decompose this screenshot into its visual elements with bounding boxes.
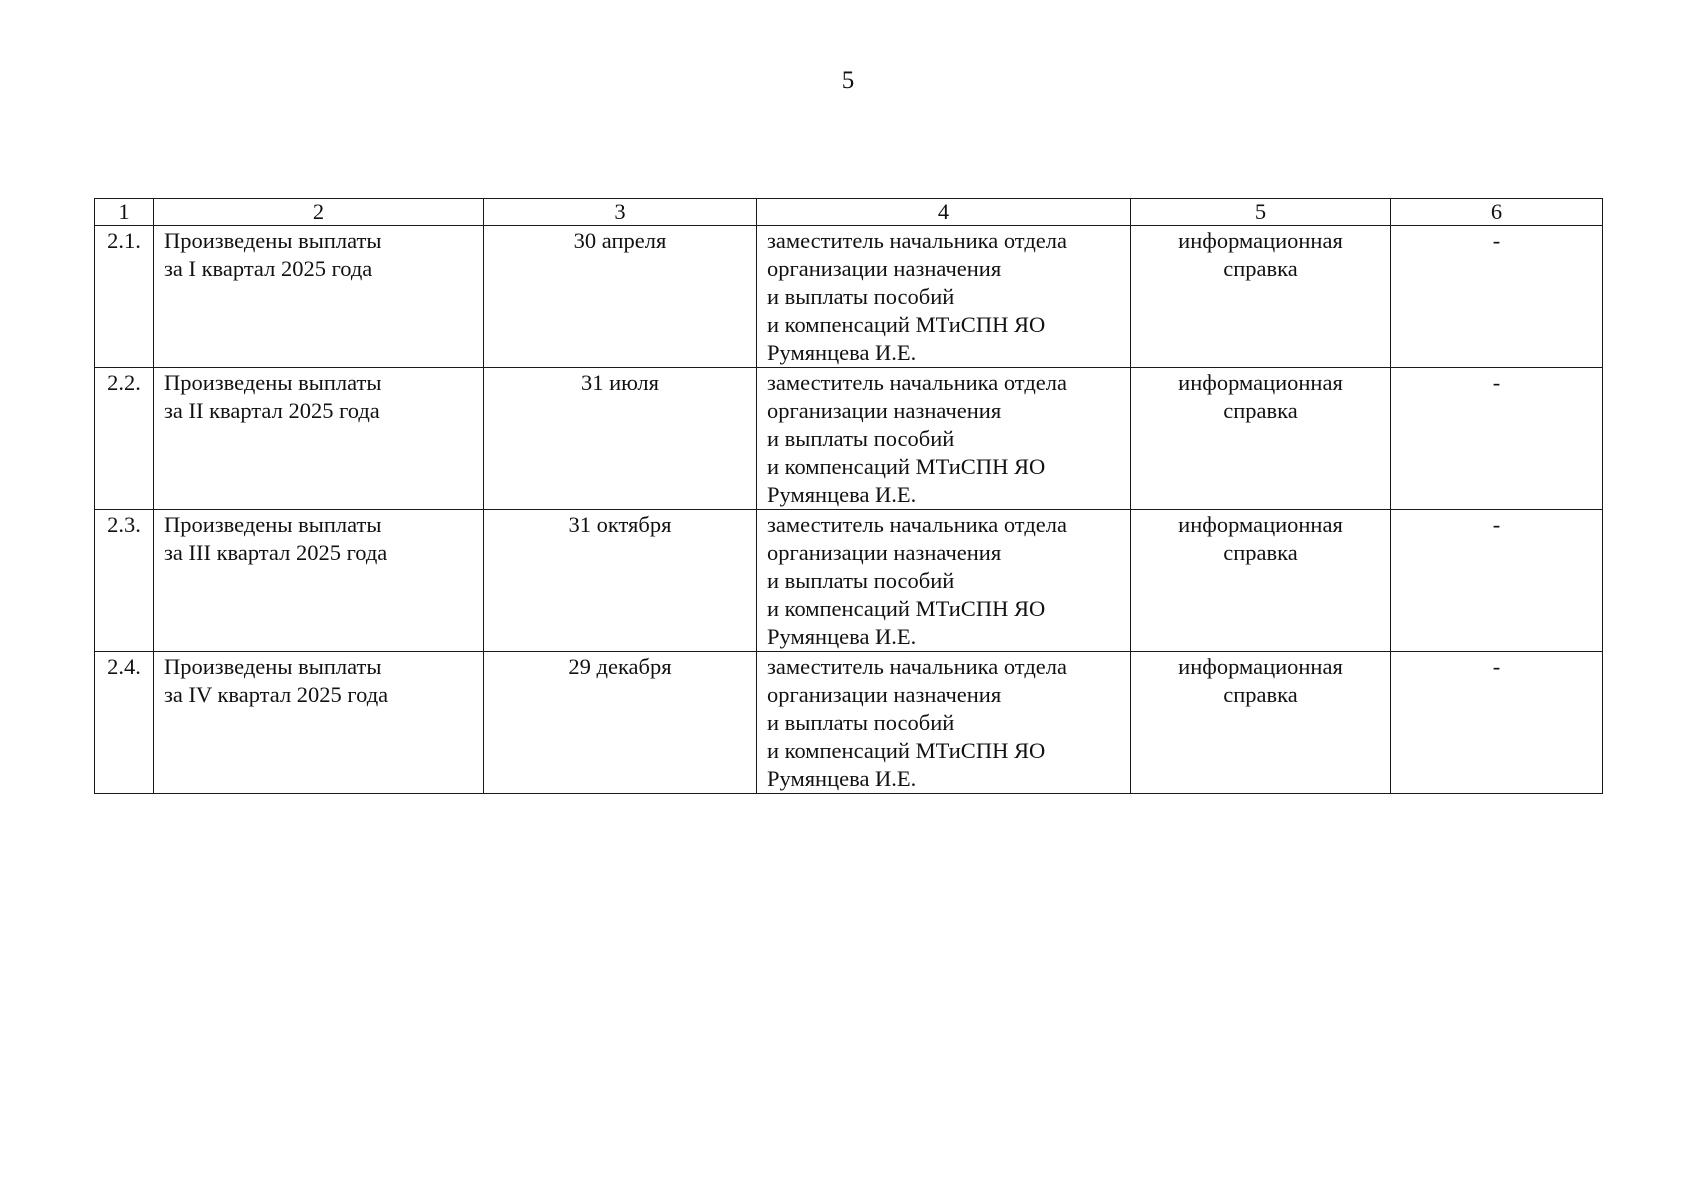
result-line: информационная bbox=[1178, 654, 1343, 679]
result-line: информационная bbox=[1178, 512, 1343, 537]
table-row bbox=[95, 652, 1603, 794]
table-row bbox=[95, 226, 1603, 368]
deadline-cell: 29 декабря bbox=[484, 652, 757, 794]
deadline-cell: 30 апреля bbox=[484, 226, 757, 368]
table-row bbox=[95, 510, 1603, 652]
event-cell bbox=[154, 226, 484, 368]
responsible-line: и компенсаций МТиСПН ЯО bbox=[767, 596, 1046, 621]
responsible-line: и компенсаций МТиСПН ЯО bbox=[767, 454, 1046, 479]
column-header-5: 5 bbox=[1131, 199, 1391, 226]
responsible-line: организации назначения bbox=[767, 398, 1002, 423]
table-row bbox=[95, 368, 1603, 510]
responsible-line: и компенсаций МТиСПН ЯО bbox=[767, 738, 1046, 763]
responsible-line: Румянцева И.Е. bbox=[767, 766, 917, 791]
result-cell bbox=[1131, 652, 1391, 794]
responsible-line: Румянцева И.Е. bbox=[767, 482, 917, 507]
event-line: Произведены выплаты bbox=[164, 512, 382, 537]
responsible-line: заместитель начальника отдела bbox=[767, 512, 1067, 537]
responsible-line: и выплаты пособий bbox=[767, 568, 955, 593]
result-cell bbox=[1131, 368, 1391, 510]
result-cell bbox=[1131, 226, 1391, 368]
responsible-line: и выплаты пособий bbox=[767, 710, 955, 735]
column-header-2: 2 bbox=[154, 199, 484, 226]
responsible-line: и компенсаций МТиСПН ЯО bbox=[767, 312, 1046, 337]
row-number: 2.2. bbox=[95, 368, 154, 510]
event-cell bbox=[154, 652, 484, 794]
result-line: справка bbox=[1223, 540, 1298, 565]
result-line: справка bbox=[1223, 682, 1298, 707]
responsible-line: организации назначения bbox=[767, 256, 1002, 281]
responsible-line: и выплаты пособий bbox=[767, 426, 955, 451]
deadline-cell: 31 июля bbox=[484, 368, 757, 510]
responsible-line: Румянцева И.Е. bbox=[767, 340, 917, 365]
row-number: 2.3. bbox=[95, 510, 154, 652]
note-cell: - bbox=[1391, 226, 1603, 368]
result-line: информационная bbox=[1178, 228, 1343, 253]
note-cell: - bbox=[1391, 652, 1603, 794]
deadline-cell: 31 октября bbox=[484, 510, 757, 652]
responsible-line: и выплаты пособий bbox=[767, 284, 955, 309]
event-cell bbox=[154, 510, 484, 652]
header-row bbox=[95, 199, 1603, 226]
event-line: Произведены выплаты bbox=[164, 370, 382, 395]
plan-table bbox=[94, 198, 1603, 794]
result-line: справка bbox=[1223, 398, 1298, 423]
note-cell: - bbox=[1391, 368, 1603, 510]
responsible-line: организации назначения bbox=[767, 682, 1002, 707]
result-line: информационная bbox=[1178, 370, 1343, 395]
column-header-4: 4 bbox=[757, 199, 1131, 226]
responsible-cell bbox=[757, 652, 1131, 794]
event-line: Произведены выплаты bbox=[164, 654, 382, 679]
event-line: за I квартал 2025 года bbox=[164, 256, 373, 281]
responsible-cell bbox=[757, 368, 1131, 510]
event-line: за IV квартал 2025 года bbox=[164, 682, 389, 707]
responsible-line: Румянцева И.Е. bbox=[767, 624, 917, 649]
responsible-line: заместитель начальника отдела bbox=[767, 228, 1067, 253]
responsible-line: заместитель начальника отдела bbox=[767, 654, 1067, 679]
column-header-1: 1 bbox=[95, 199, 154, 226]
event-line: за II квартал 2025 года bbox=[164, 398, 380, 423]
result-line: справка bbox=[1223, 256, 1298, 281]
note-cell: - bbox=[1391, 510, 1603, 652]
column-header-6: 6 bbox=[1391, 199, 1603, 226]
responsible-cell bbox=[757, 510, 1131, 652]
responsible-line: заместитель начальника отдела bbox=[767, 370, 1067, 395]
responsible-cell bbox=[757, 226, 1131, 368]
page-number: 5 bbox=[841, 67, 855, 94]
column-header-3: 3 bbox=[484, 199, 757, 226]
result-cell bbox=[1131, 510, 1391, 652]
event-cell bbox=[154, 368, 484, 510]
event-line: за III квартал 2025 года bbox=[164, 540, 388, 565]
row-number: 2.4. bbox=[95, 652, 154, 794]
responsible-line: организации назначения bbox=[767, 540, 1002, 565]
row-number: 2.1. bbox=[95, 226, 154, 368]
event-line: Произведены выплаты bbox=[164, 228, 382, 253]
